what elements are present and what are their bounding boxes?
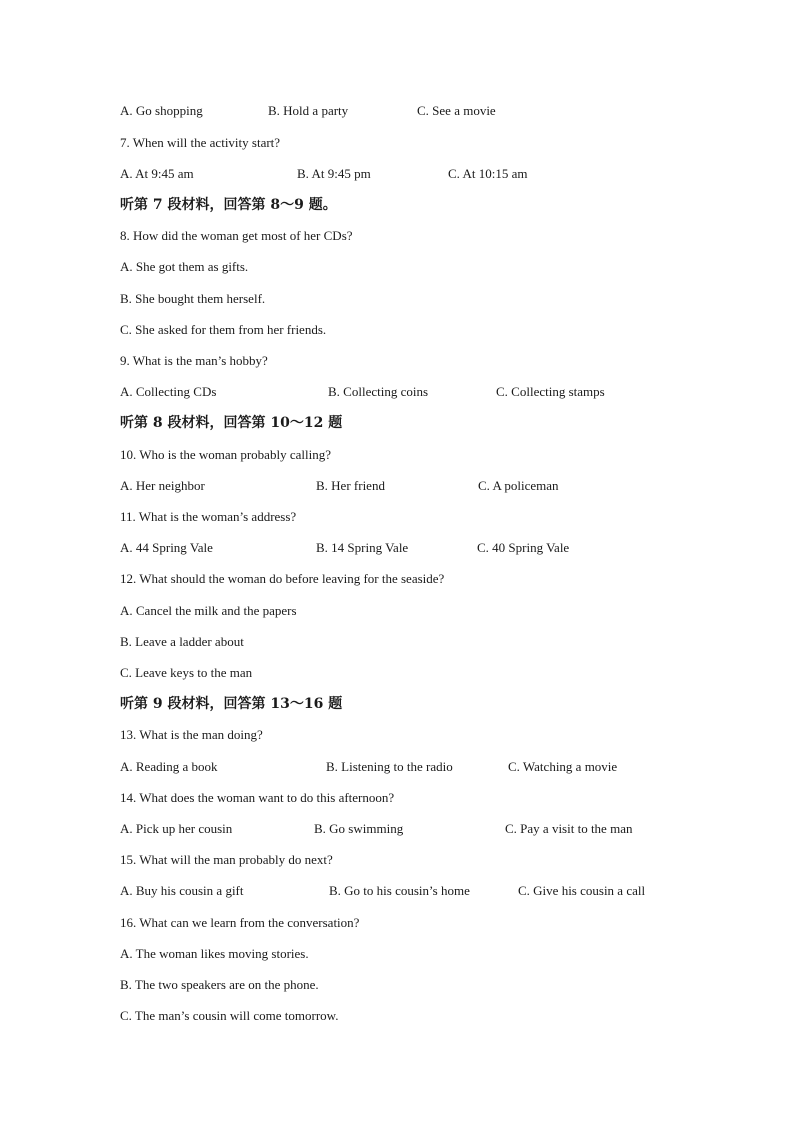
question-11: 11. What is the woman’s address? xyxy=(120,509,297,524)
option-line: B. The two speakers are on the phone. xyxy=(120,977,319,992)
option-a: A. Her neighbor xyxy=(120,478,205,493)
option-c: C. Give his cousin a call xyxy=(518,883,646,898)
option-c: C. 40 Spring Vale xyxy=(477,540,570,555)
option-c: C. At 10:15 am xyxy=(448,166,528,181)
option-b: B. Listening to the radio xyxy=(326,759,453,774)
option-c: C. See a movie xyxy=(417,103,496,118)
option-a: A. At 9:45 am xyxy=(120,166,194,181)
option-line: C. She asked for them from her friends. xyxy=(120,322,327,337)
question-10: 10. Who is the woman probably calling? xyxy=(120,447,331,462)
question-7: 7. When will the activity start? xyxy=(120,135,281,150)
option-a: A. Go shopping xyxy=(120,103,203,118)
option-a: A. Collecting CDs xyxy=(120,384,217,399)
option-a: A. Reading a book xyxy=(120,759,218,774)
section-heading: 听第 8 段材料，回答第 10～12 题 xyxy=(120,415,343,431)
option-line: B. Leave a ladder about xyxy=(120,634,244,649)
option-b: B. Collecting coins xyxy=(328,384,429,399)
section-heading: 听第 9 段材料，回答第 13～16 题 xyxy=(120,696,343,712)
option-line: C. Leave keys to the man xyxy=(120,665,253,680)
option-line: C. The man’s cousin will come tomorrow. xyxy=(120,1008,339,1023)
option-b: B. At 9:45 pm xyxy=(297,166,371,181)
question-9: 9. What is the man’s hobby? xyxy=(120,353,268,368)
question-12: 12. What should the woman do before leaving for the seaside? xyxy=(120,571,445,586)
option-c: C. Collecting stamps xyxy=(496,384,605,399)
question-15: 15. What will the man probably do next? xyxy=(120,852,333,867)
option-c: C. A policeman xyxy=(478,478,559,493)
option-line: A. Cancel the milk and the papers xyxy=(120,603,297,618)
option-a: A. Buy his cousin a gift xyxy=(120,883,244,898)
question-13: 13. What is the man doing? xyxy=(120,727,263,742)
option-c: C. Watching a movie xyxy=(508,759,618,774)
option-a: A. 44 Spring Vale xyxy=(120,540,213,555)
option-c: C. Pay a visit to the man xyxy=(505,821,633,836)
question-14: 14. What does the woman want to do this afternoon? xyxy=(120,790,395,805)
option-line: A. She got them as gifts. xyxy=(120,259,249,274)
question-16: 16. What can we learn from the conversation? xyxy=(120,915,360,930)
option-b: B. 14 Spring Vale xyxy=(316,540,409,555)
option-b: B. Hold a party xyxy=(268,103,349,118)
option-a: A. Pick up her cousin xyxy=(120,821,233,836)
question-8: 8. How did the woman get most of her CDs? xyxy=(120,228,353,243)
section-heading: 听第 7 段材料，回答第 8～9 题。 xyxy=(120,197,337,213)
option-line: B. She bought them herself. xyxy=(120,291,266,306)
option-b: B. Her friend xyxy=(316,478,385,493)
option-line: A. The woman likes moving stories. xyxy=(120,946,309,961)
option-b: B. Go to his cousin’s home xyxy=(329,883,470,898)
option-b: B. Go swimming xyxy=(314,821,404,836)
